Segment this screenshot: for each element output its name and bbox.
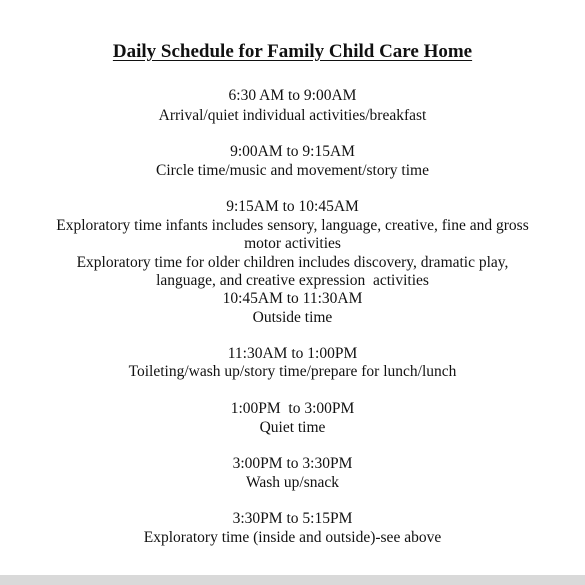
- schedule-activity-5-0: Quiet time: [259, 419, 326, 436]
- schedule-activity-4-0: Toileting/wash up/story time/prepare for lunch/lunch: [128, 363, 457, 380]
- schedule-activity-2-1: motor activities: [244, 235, 341, 252]
- schedule-activity-6-0: Wash up/snack: [245, 474, 340, 491]
- schedule-activity-0-0: Arrival/quiet individual activities/breakfast: [158, 107, 427, 124]
- schedule-activity-2-2: Exploratory time for older children includes discovery, dramatic play,: [76, 254, 509, 271]
- schedule-time-6: 3:00PM to 3:30PM: [232, 455, 353, 472]
- schedule-time-3: 10:45AM to 11:30AM: [222, 290, 363, 307]
- schedule-time-7: 3:30PM to 5:15PM: [232, 510, 353, 527]
- page-bottom-edge: [0, 575, 585, 585]
- schedule-time-1: 9:00AM to 9:15AM: [230, 143, 355, 160]
- schedule-activity-2-3: language, and creative expression activities: [156, 272, 429, 289]
- schedule-activity-7-0: Exploratory time (inside and outside)-see above: [143, 529, 442, 546]
- schedule-activity-2-0: Exploratory time infants includes sensory, language, creative, fine and gross: [56, 217, 529, 234]
- schedule-time-5: 1:00PM to 3:00PM: [230, 400, 355, 417]
- schedule-time-2: 9:15AM to 10:45AM: [226, 198, 359, 215]
- schedule-activity-3-0: Outside time: [252, 309, 333, 326]
- page-title: Daily Schedule for Family Child Care Home: [112, 41, 473, 62]
- schedule-time-4: 11:30AM to 1:00PM: [227, 345, 358, 362]
- schedule-time-0: 6:30 AM to 9:00AM: [228, 87, 357, 104]
- schedule-activity-1-0: Circle time/music and movement/story time: [156, 162, 429, 179]
